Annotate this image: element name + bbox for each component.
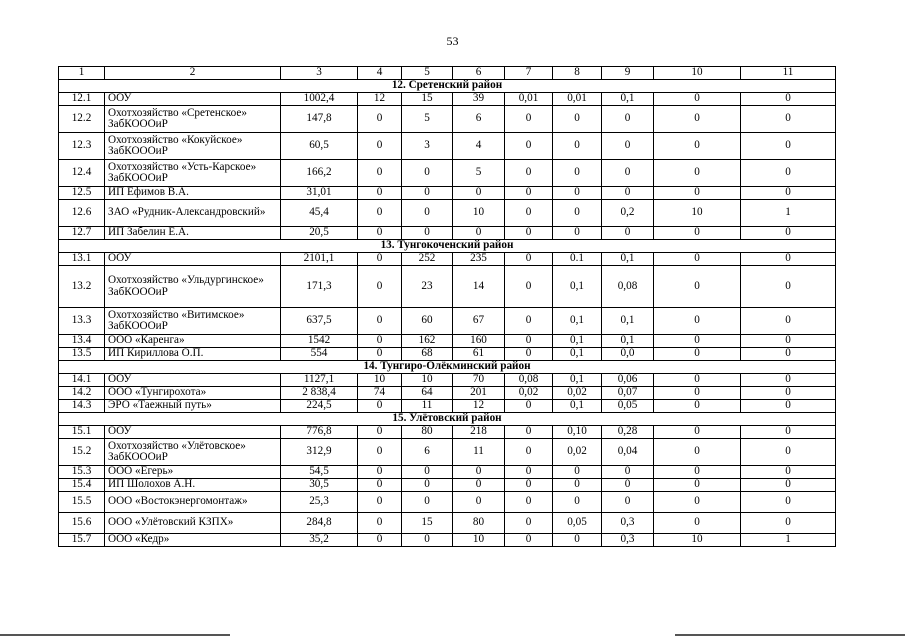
- value-cell: 0: [505, 266, 553, 308]
- bottom-rule-right: [675, 634, 905, 636]
- value-cell: 0: [505, 400, 553, 413]
- value-cell: 0: [741, 266, 836, 308]
- value-cell: 68: [402, 348, 453, 361]
- row-number: 14.3: [59, 400, 105, 413]
- value-cell: 0.1: [553, 253, 602, 266]
- value-cell: 0: [553, 187, 602, 200]
- value-cell: 0: [358, 348, 402, 361]
- value-cell: 0,1: [553, 335, 602, 348]
- value-cell: 0: [741, 374, 836, 387]
- value-cell: 0: [553, 479, 602, 492]
- value-cell: 0: [358, 160, 402, 187]
- organization-name: ООУ: [105, 426, 281, 439]
- value-cell: 166,2: [281, 160, 358, 187]
- value-cell: 0: [505, 160, 553, 187]
- table-row: [59, 400, 836, 413]
- row-number: 13.1: [59, 253, 105, 266]
- value-cell: 11: [453, 439, 505, 466]
- value-cell: 0: [741, 348, 836, 361]
- value-cell: 0: [553, 106, 602, 133]
- value-cell: 0: [654, 308, 741, 335]
- value-cell: 0: [602, 492, 654, 513]
- value-cell: 12: [358, 93, 402, 106]
- value-cell: 0: [505, 227, 553, 240]
- value-cell: 162: [402, 335, 453, 348]
- table-row: [59, 200, 836, 227]
- value-cell: 0: [505, 466, 553, 479]
- value-cell: 0: [505, 133, 553, 160]
- value-cell: 0: [654, 253, 741, 266]
- column-number-cell: 4: [358, 67, 402, 80]
- value-cell: 30,5: [281, 479, 358, 492]
- value-cell: 0: [358, 400, 402, 413]
- value-cell: 67: [453, 308, 505, 335]
- value-cell: 0: [741, 133, 836, 160]
- value-cell: 0: [741, 387, 836, 400]
- value-cell: 0: [553, 227, 602, 240]
- value-cell: 0: [358, 308, 402, 335]
- value-cell: 0: [505, 479, 553, 492]
- value-cell: 0: [358, 133, 402, 160]
- row-number: 12.6: [59, 200, 105, 227]
- value-cell: 0: [453, 187, 505, 200]
- value-cell: 0: [654, 227, 741, 240]
- value-cell: 12: [453, 400, 505, 413]
- value-cell: 0: [654, 374, 741, 387]
- table-row: [59, 106, 836, 133]
- organization-name: ООО «Востокэнергомонтаж»: [105, 492, 281, 513]
- value-cell: 224,5: [281, 400, 358, 413]
- section-title: 14. Тунгиро-Олёкминский район: [59, 361, 836, 374]
- value-cell: 11: [402, 400, 453, 413]
- value-cell: 0,3: [602, 534, 654, 547]
- value-cell: 61: [453, 348, 505, 361]
- organization-name: Охотхозяйство «Ульдургинское» ЗабКОООиР: [105, 266, 281, 308]
- section-title: 15. Улётовский район: [59, 413, 836, 426]
- value-cell: 0: [402, 534, 453, 547]
- column-number-cell: 3: [281, 67, 358, 80]
- section-row: [59, 240, 836, 253]
- value-cell: 0,04: [602, 439, 654, 466]
- value-cell: 0: [505, 200, 553, 227]
- value-cell: 0,01: [505, 93, 553, 106]
- value-cell: 0,02: [553, 387, 602, 400]
- value-cell: 0: [741, 227, 836, 240]
- value-cell: 0: [453, 479, 505, 492]
- column-number-row: [59, 67, 836, 80]
- value-cell: 0: [741, 335, 836, 348]
- value-cell: 0: [741, 106, 836, 133]
- organization-name: Охотхозяйство «Кокуйское» ЗабКОООиР: [105, 133, 281, 160]
- value-cell: 3: [402, 133, 453, 160]
- value-cell: 0: [741, 93, 836, 106]
- value-cell: 0: [358, 335, 402, 348]
- value-cell: 5: [402, 106, 453, 133]
- value-cell: 80: [453, 513, 505, 534]
- row-number: 12.2: [59, 106, 105, 133]
- value-cell: 0: [741, 492, 836, 513]
- row-number: 12.3: [59, 133, 105, 160]
- row-number: 12.7: [59, 227, 105, 240]
- row-number: 13.4: [59, 335, 105, 348]
- value-cell: 0: [453, 466, 505, 479]
- value-cell: 0: [741, 466, 836, 479]
- organization-name: ООО «Тунгирохота»: [105, 387, 281, 400]
- organization-name: Охотхозяйство «Улётовское» ЗабКОООиР: [105, 439, 281, 466]
- column-number-cell: 10: [654, 67, 741, 80]
- row-number: 15.4: [59, 479, 105, 492]
- value-cell: 0: [402, 227, 453, 240]
- value-cell: 0: [654, 426, 741, 439]
- table-row: [59, 387, 836, 400]
- value-cell: 0: [358, 534, 402, 547]
- value-cell: 10: [358, 374, 402, 387]
- value-cell: 0: [453, 227, 505, 240]
- value-cell: 0: [654, 93, 741, 106]
- value-cell: 0: [505, 348, 553, 361]
- table-row: [59, 93, 836, 106]
- value-cell: 0: [741, 400, 836, 413]
- value-cell: 0: [402, 200, 453, 227]
- value-cell: 0,08: [505, 374, 553, 387]
- value-cell: 10: [453, 534, 505, 547]
- value-cell: 0: [654, 266, 741, 308]
- value-cell: 45,4: [281, 200, 358, 227]
- value-cell: 0: [358, 426, 402, 439]
- value-cell: 0: [654, 479, 741, 492]
- table-row: [59, 187, 836, 200]
- section-title: 12. Сретенский район: [59, 80, 836, 93]
- value-cell: 0: [358, 253, 402, 266]
- value-cell: 554: [281, 348, 358, 361]
- value-cell: 0,01: [553, 93, 602, 106]
- value-cell: 0: [654, 466, 741, 479]
- organization-name: ООО «Улётовский КЗПХ»: [105, 513, 281, 534]
- value-cell: 0: [358, 466, 402, 479]
- value-cell: 0: [505, 308, 553, 335]
- value-cell: 14: [453, 266, 505, 308]
- bottom-rule-left: [0, 634, 230, 636]
- organization-name: Охотхозяйство «Сретенское» ЗабКОООиР: [105, 106, 281, 133]
- row-number: 12.1: [59, 93, 105, 106]
- value-cell: 0: [505, 439, 553, 466]
- value-cell: 0,2: [602, 200, 654, 227]
- value-cell: 0: [553, 160, 602, 187]
- value-cell: 0: [741, 426, 836, 439]
- row-number: 15.7: [59, 534, 105, 547]
- organization-name: ООУ: [105, 253, 281, 266]
- value-cell: 147,8: [281, 106, 358, 133]
- value-cell: 0: [553, 534, 602, 547]
- value-cell: 0: [505, 335, 553, 348]
- value-cell: 1: [741, 534, 836, 547]
- organization-name: ИП Кириллова О.П.: [105, 348, 281, 361]
- section-title: 13. Тунгокоченский район: [59, 240, 836, 253]
- value-cell: 10: [402, 374, 453, 387]
- value-cell: 171,3: [281, 266, 358, 308]
- value-cell: 0: [602, 466, 654, 479]
- value-cell: 80: [402, 426, 453, 439]
- value-cell: 0: [741, 187, 836, 200]
- organization-name: Охотхозяйство «Усть-Карское» ЗабКОООиР: [105, 160, 281, 187]
- organization-name: ООУ: [105, 93, 281, 106]
- table-row: [59, 253, 836, 266]
- column-number-cell: 1: [59, 67, 105, 80]
- value-cell: 637,5: [281, 308, 358, 335]
- section-row: [59, 413, 836, 426]
- value-cell: 0: [553, 200, 602, 227]
- value-cell: 252: [402, 253, 453, 266]
- value-cell: 10: [654, 534, 741, 547]
- table-row: [59, 133, 836, 160]
- row-number: 13.3: [59, 308, 105, 335]
- value-cell: 0: [654, 160, 741, 187]
- value-cell: 15: [402, 513, 453, 534]
- value-cell: 0: [505, 253, 553, 266]
- column-number-cell: 7: [505, 67, 553, 80]
- value-cell: 31,01: [281, 187, 358, 200]
- row-number: 15.3: [59, 466, 105, 479]
- value-cell: 0: [505, 534, 553, 547]
- value-cell: 0,3: [602, 513, 654, 534]
- value-cell: 201: [453, 387, 505, 400]
- organization-name: ИП Ефимов В.А.: [105, 187, 281, 200]
- value-cell: 0: [654, 106, 741, 133]
- table-row: [59, 439, 836, 466]
- table-row: [59, 479, 836, 492]
- value-cell: 0,1: [553, 374, 602, 387]
- organization-name: ИП Забелин Е.А.: [105, 227, 281, 240]
- section-row: [59, 80, 836, 93]
- value-cell: 0,1: [553, 308, 602, 335]
- column-number-cell: 8: [553, 67, 602, 80]
- organization-name: ИП Шолохов А.Н.: [105, 479, 281, 492]
- value-cell: 5: [453, 160, 505, 187]
- value-cell: 0: [741, 439, 836, 466]
- value-cell: 235: [453, 253, 505, 266]
- value-cell: 0,1: [553, 348, 602, 361]
- value-cell: 25,3: [281, 492, 358, 513]
- value-cell: 0: [741, 479, 836, 492]
- table-row: [59, 160, 836, 187]
- table-row: [59, 534, 836, 547]
- value-cell: 60: [402, 308, 453, 335]
- value-cell: 0,0: [602, 348, 654, 361]
- value-cell: 0: [453, 492, 505, 513]
- value-cell: 20,5: [281, 227, 358, 240]
- value-cell: 0: [402, 492, 453, 513]
- value-cell: 0: [602, 160, 654, 187]
- value-cell: 0: [654, 335, 741, 348]
- value-cell: 54,5: [281, 466, 358, 479]
- value-cell: 64: [402, 387, 453, 400]
- value-cell: 23: [402, 266, 453, 308]
- organization-name: Охотхозяйство «Витимское» ЗабКОООиР: [105, 308, 281, 335]
- value-cell: 0: [654, 400, 741, 413]
- table-row: [59, 308, 836, 335]
- value-cell: 60,5: [281, 133, 358, 160]
- table-row: [59, 227, 836, 240]
- value-cell: 6: [402, 439, 453, 466]
- value-cell: 0: [358, 479, 402, 492]
- value-cell: 0,02: [505, 387, 553, 400]
- value-cell: 0: [402, 187, 453, 200]
- table-row: [59, 426, 836, 439]
- value-cell: 0,28: [602, 426, 654, 439]
- value-cell: 15: [402, 93, 453, 106]
- value-cell: 0,05: [553, 513, 602, 534]
- row-number: 14.1: [59, 374, 105, 387]
- value-cell: 0: [505, 426, 553, 439]
- value-cell: 0: [741, 308, 836, 335]
- value-cell: 0: [553, 492, 602, 513]
- value-cell: 0,1: [553, 266, 602, 308]
- organization-name: ЭРО «Таежный путь»: [105, 400, 281, 413]
- table-row: [59, 335, 836, 348]
- value-cell: 1127,1: [281, 374, 358, 387]
- value-cell: 0: [358, 266, 402, 308]
- value-cell: 2 838,4: [281, 387, 358, 400]
- organization-name: ООУ: [105, 374, 281, 387]
- value-cell: 0,07: [602, 387, 654, 400]
- section-row: [59, 361, 836, 374]
- organization-name: ООО «Каренга»: [105, 335, 281, 348]
- value-cell: 0: [358, 227, 402, 240]
- value-cell: 0: [505, 187, 553, 200]
- row-number: 13.2: [59, 266, 105, 308]
- value-cell: 0: [358, 200, 402, 227]
- value-cell: 1: [741, 200, 836, 227]
- row-number: 15.1: [59, 426, 105, 439]
- column-number-cell: 9: [602, 67, 654, 80]
- organization-name: ЗАО «Рудник-Александровский»: [105, 200, 281, 227]
- row-number: 15.2: [59, 439, 105, 466]
- table-row: [59, 348, 836, 361]
- value-cell: 0,02: [553, 439, 602, 466]
- value-cell: 0: [654, 439, 741, 466]
- value-cell: 0: [654, 348, 741, 361]
- value-cell: 0: [741, 160, 836, 187]
- row-number: 12.5: [59, 187, 105, 200]
- data-table: [58, 66, 836, 547]
- organization-name: ООО «Кедр»: [105, 534, 281, 547]
- value-cell: 312,9: [281, 439, 358, 466]
- row-number: 15.6: [59, 513, 105, 534]
- value-cell: 6: [453, 106, 505, 133]
- value-cell: 0: [402, 160, 453, 187]
- value-cell: 0: [654, 187, 741, 200]
- value-cell: 160: [453, 335, 505, 348]
- value-cell: 0: [602, 133, 654, 160]
- value-cell: 0: [654, 387, 741, 400]
- value-cell: 4: [453, 133, 505, 160]
- value-cell: 1542: [281, 335, 358, 348]
- value-cell: 2101,1: [281, 253, 358, 266]
- value-cell: 0: [654, 513, 741, 534]
- value-cell: 0: [602, 479, 654, 492]
- value-cell: 0,10: [553, 426, 602, 439]
- value-cell: 0: [741, 513, 836, 534]
- table-row: [59, 374, 836, 387]
- value-cell: 0: [358, 492, 402, 513]
- row-number: 12.4: [59, 160, 105, 187]
- value-cell: 0: [358, 439, 402, 466]
- value-cell: 0: [553, 466, 602, 479]
- value-cell: 1002,4: [281, 93, 358, 106]
- value-cell: 0: [602, 106, 654, 133]
- value-cell: 0,08: [602, 266, 654, 308]
- value-cell: 0: [553, 133, 602, 160]
- value-cell: 776,8: [281, 426, 358, 439]
- value-cell: 0: [741, 253, 836, 266]
- column-number-cell: 5: [402, 67, 453, 80]
- column-number-cell: 11: [741, 67, 836, 80]
- row-number: 14.2: [59, 387, 105, 400]
- value-cell: 0,1: [553, 400, 602, 413]
- column-number-cell: 2: [105, 67, 281, 80]
- value-cell: 0: [402, 479, 453, 492]
- value-cell: 0: [654, 133, 741, 160]
- value-cell: 0: [402, 466, 453, 479]
- value-cell: 0: [654, 492, 741, 513]
- value-cell: 0: [602, 227, 654, 240]
- value-cell: 0: [505, 106, 553, 133]
- value-cell: 218: [453, 426, 505, 439]
- value-cell: 284,8: [281, 513, 358, 534]
- organization-name: ООО «Егерь»: [105, 466, 281, 479]
- value-cell: 74: [358, 387, 402, 400]
- value-cell: 10: [453, 200, 505, 227]
- row-number: 15.5: [59, 492, 105, 513]
- table-row: [59, 266, 836, 308]
- value-cell: 0: [602, 187, 654, 200]
- value-cell: 0: [358, 106, 402, 133]
- table-row: [59, 492, 836, 513]
- column-number-cell: 6: [453, 67, 505, 80]
- value-cell: 0,05: [602, 400, 654, 413]
- value-cell: 0: [358, 513, 402, 534]
- table-row: [59, 513, 836, 534]
- table-row: [59, 466, 836, 479]
- value-cell: 0: [505, 492, 553, 513]
- value-cell: 10: [654, 200, 741, 227]
- value-cell: 0,1: [602, 253, 654, 266]
- value-cell: 0,1: [602, 308, 654, 335]
- page-number: 53: [446, 34, 459, 48]
- value-cell: 39: [453, 93, 505, 106]
- value-cell: 35,2: [281, 534, 358, 547]
- value-cell: 0: [358, 187, 402, 200]
- value-cell: 70: [453, 374, 505, 387]
- row-number: 13.5: [59, 348, 105, 361]
- value-cell: 0: [505, 513, 553, 534]
- value-cell: 0,1: [602, 93, 654, 106]
- value-cell: 0,1: [602, 335, 654, 348]
- value-cell: 0,06: [602, 374, 654, 387]
